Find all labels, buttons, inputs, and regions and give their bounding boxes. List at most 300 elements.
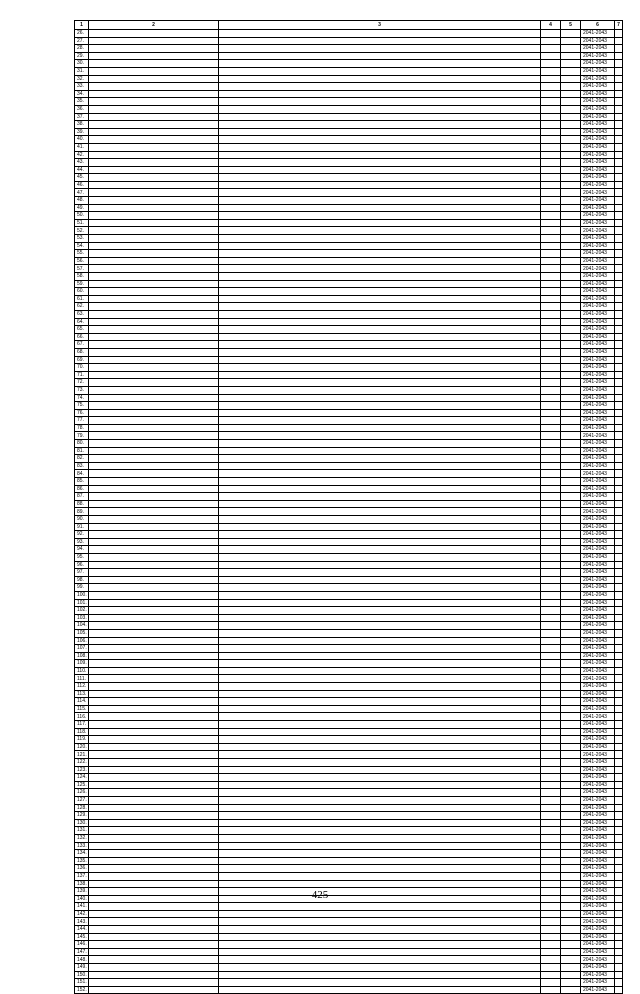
table-cell [541, 500, 561, 508]
table-cell [561, 781, 581, 789]
table-cell: 2041-2043 [581, 242, 615, 250]
table-cell [541, 341, 561, 349]
table-cell [541, 766, 561, 774]
table-cell [541, 242, 561, 250]
table-cell [561, 645, 581, 653]
table-cell [219, 159, 541, 167]
table-cell [219, 553, 541, 561]
table-cell [89, 964, 219, 972]
table-cell [615, 941, 623, 949]
table-cell: 73. [75, 386, 89, 394]
table-row [75, 766, 623, 774]
table-cell [561, 546, 581, 554]
table-cell [615, 614, 623, 622]
table-cell: 125. [75, 781, 89, 789]
table-cell: 63. [75, 310, 89, 318]
table-cell [89, 538, 219, 546]
table-cell [615, 591, 623, 599]
table-cell: 2041-2043 [581, 964, 615, 972]
table-cell [89, 705, 219, 713]
table-cell [615, 743, 623, 751]
table-cell: 40. [75, 136, 89, 144]
table-cell [219, 956, 541, 964]
table-cell [89, 781, 219, 789]
table-cell [561, 60, 581, 68]
table-row [75, 470, 623, 478]
table-cell [615, 409, 623, 417]
table-cell [561, 52, 581, 60]
table-cell [219, 333, 541, 341]
table-cell [89, 151, 219, 159]
table-row [75, 683, 623, 691]
table-cell [219, 30, 541, 38]
table-cell [615, 910, 623, 918]
table-cell [219, 394, 541, 402]
table-cell: 140. [75, 895, 89, 903]
table-cell [615, 842, 623, 850]
table-cell [219, 751, 541, 759]
table-cell [541, 918, 561, 926]
table-row [75, 500, 623, 508]
table-cell [89, 910, 219, 918]
table-row [75, 341, 623, 349]
table-cell [541, 865, 561, 873]
table-row [75, 857, 623, 865]
table-cell [615, 348, 623, 356]
table-cell [541, 470, 561, 478]
table-row [75, 227, 623, 235]
table-cell [561, 197, 581, 205]
table-cell: 2041-2043 [581, 591, 615, 599]
table-row [75, 83, 623, 91]
table-cell: 2041-2043 [581, 516, 615, 524]
table-cell: 97. [75, 569, 89, 577]
table-cell [541, 432, 561, 440]
table-cell [541, 948, 561, 956]
table-cell [561, 880, 581, 888]
table-cell [89, 386, 219, 394]
table-cell [219, 576, 541, 584]
document-sheet [74, 20, 622, 994]
table-cell: 142. [75, 910, 89, 918]
table-cell [541, 371, 561, 379]
table-cell [219, 257, 541, 265]
table-cell [561, 417, 581, 425]
table-cell [541, 667, 561, 675]
table-cell: 146. [75, 941, 89, 949]
table-cell [89, 531, 219, 539]
table-cell: 82. [75, 455, 89, 463]
table-cell [561, 683, 581, 691]
table-cell [89, 508, 219, 516]
table-cell: 2041-2043 [581, 728, 615, 736]
table-cell [89, 105, 219, 113]
table-cell: 2041-2043 [581, 865, 615, 873]
table-cell [219, 584, 541, 592]
table-cell [89, 364, 219, 372]
table-cell [615, 781, 623, 789]
table-cell [541, 819, 561, 827]
table-row [75, 318, 623, 326]
table-row [75, 569, 623, 577]
table-cell [541, 599, 561, 607]
table-cell [561, 690, 581, 698]
table-cell [89, 333, 219, 341]
table-cell [561, 265, 581, 273]
table-cell [89, 371, 219, 379]
table-cell [561, 394, 581, 402]
table-cell [561, 424, 581, 432]
table-cell: 62. [75, 303, 89, 311]
table-cell: 151. [75, 979, 89, 987]
table-cell [615, 660, 623, 668]
table-cell [615, 432, 623, 440]
table-cell: 2041-2043 [581, 553, 615, 561]
table-cell [219, 607, 541, 615]
table-cell: 121. [75, 751, 89, 759]
table-row [75, 538, 623, 546]
table-cell [561, 721, 581, 729]
table-cell [89, 553, 219, 561]
table-cell [615, 979, 623, 987]
table-cell [561, 926, 581, 934]
table-cell [561, 759, 581, 767]
table-cell [615, 500, 623, 508]
table-cell [219, 204, 541, 212]
table-row [75, 865, 623, 873]
table-cell: 2041-2043 [581, 933, 615, 941]
table-row [75, 432, 623, 440]
table-row [75, 75, 623, 83]
table-cell [219, 280, 541, 288]
table-cell [561, 842, 581, 850]
table-cell: 2041-2043 [581, 288, 615, 296]
table-cell [561, 508, 581, 516]
table-cell: 129. [75, 812, 89, 820]
table-cell [615, 804, 623, 812]
table-row [75, 743, 623, 751]
table-cell: 117. [75, 721, 89, 729]
table-cell [561, 971, 581, 979]
table-cell [219, 417, 541, 425]
table-cell [615, 371, 623, 379]
table-row [75, 189, 623, 197]
table-cell [541, 857, 561, 865]
table-cell [89, 918, 219, 926]
table-cell: 2041-2043 [581, 736, 615, 744]
table-cell [89, 326, 219, 334]
table-cell [541, 174, 561, 182]
table-cell [615, 83, 623, 91]
table-cell [219, 341, 541, 349]
table-cell [541, 136, 561, 144]
table-cell [615, 250, 623, 258]
table-row [75, 834, 623, 842]
table-row [75, 607, 623, 615]
table-cell [89, 280, 219, 288]
table-cell: 152. [75, 986, 89, 994]
table-cell [219, 364, 541, 372]
table-cell: 101. [75, 599, 89, 607]
table-cell: 2041-2043 [581, 918, 615, 926]
table-cell [541, 584, 561, 592]
table-cell [561, 288, 581, 296]
table-row [75, 455, 623, 463]
table-cell [541, 508, 561, 516]
table-cell [89, 143, 219, 151]
table-cell [615, 128, 623, 136]
table-cell [615, 470, 623, 478]
table-cell [541, 235, 561, 243]
table-cell [561, 250, 581, 258]
table-cell [219, 523, 541, 531]
table-cell [615, 402, 623, 410]
table-row [75, 964, 623, 972]
table-cell: 104. [75, 622, 89, 630]
table-cell [615, 235, 623, 243]
table-cell [541, 166, 561, 174]
table-row [75, 310, 623, 318]
table-cell [615, 440, 623, 448]
table-cell [615, 736, 623, 744]
table-cell [89, 721, 219, 729]
table-row [75, 736, 623, 744]
table-row [75, 614, 623, 622]
table-cell: 34. [75, 90, 89, 98]
table-row [75, 652, 623, 660]
table-row [75, 789, 623, 797]
table-cell [615, 683, 623, 691]
table-row [75, 67, 623, 75]
table-cell [219, 736, 541, 744]
table-cell [219, 819, 541, 827]
table-cell [541, 781, 561, 789]
table-row [75, 348, 623, 356]
table-cell [615, 827, 623, 835]
table-cell [541, 462, 561, 470]
table-cell [561, 303, 581, 311]
table-cell [219, 424, 541, 432]
table-cell [561, 986, 581, 994]
table-cell: 150. [75, 971, 89, 979]
table-cell: 2041-2043 [581, 174, 615, 182]
table-cell: 56. [75, 257, 89, 265]
table-cell: 2041-2043 [581, 333, 615, 341]
table-cell [615, 865, 623, 873]
table-cell [219, 37, 541, 45]
table-cell [615, 538, 623, 546]
table-cell [89, 52, 219, 60]
table-cell [219, 834, 541, 842]
table-cell [89, 956, 219, 964]
table-cell [541, 926, 561, 934]
table-cell: 98. [75, 576, 89, 584]
table-cell [615, 288, 623, 296]
table-cell: 2041-2043 [581, 364, 615, 372]
table-row [75, 212, 623, 220]
table-cell [541, 227, 561, 235]
table-cell [561, 713, 581, 721]
table-row [75, 880, 623, 888]
table-row [75, 250, 623, 258]
table-cell: 2041-2043 [581, 508, 615, 516]
table-cell [561, 67, 581, 75]
table-cell [219, 197, 541, 205]
table-cell [541, 553, 561, 561]
table-cell [219, 462, 541, 470]
table-cell: 90. [75, 516, 89, 524]
table-cell [561, 941, 581, 949]
table-cell [561, 189, 581, 197]
table-cell [561, 538, 581, 546]
table-cell [89, 561, 219, 569]
table-cell: 123. [75, 766, 89, 774]
table-cell [219, 979, 541, 987]
table-cell [219, 265, 541, 273]
table-cell [615, 690, 623, 698]
table-cell: 131. [75, 827, 89, 835]
table-cell [219, 774, 541, 782]
table-cell [219, 743, 541, 751]
column-header: 6 [581, 21, 615, 30]
table-row [75, 128, 623, 136]
table-cell [615, 485, 623, 493]
table-cell [89, 136, 219, 144]
table-body [75, 30, 623, 994]
table-cell [615, 561, 623, 569]
table-cell [561, 872, 581, 880]
table-cell: 2041-2043 [581, 273, 615, 281]
table-cell [561, 364, 581, 372]
table-cell: 31. [75, 67, 89, 75]
table-cell [89, 478, 219, 486]
table-cell [615, 273, 623, 281]
table-cell [615, 493, 623, 501]
table-cell [561, 90, 581, 98]
table-row [75, 819, 623, 827]
table-cell [615, 75, 623, 83]
table-cell: 54. [75, 242, 89, 250]
table-cell: 68. [75, 348, 89, 356]
table-cell [561, 622, 581, 630]
table-cell [561, 652, 581, 660]
table-row [75, 197, 623, 205]
table-cell: 111. [75, 675, 89, 683]
table-cell: 2041-2043 [581, 440, 615, 448]
table-cell: 86. [75, 485, 89, 493]
table-cell: 2041-2043 [581, 796, 615, 804]
table-cell: 2041-2043 [581, 45, 615, 53]
table-cell: 64. [75, 318, 89, 326]
table-cell: 78. [75, 424, 89, 432]
table-cell: 66. [75, 333, 89, 341]
table-cell: 138. [75, 880, 89, 888]
table-cell [561, 675, 581, 683]
table-cell [615, 280, 623, 288]
table-row [75, 447, 623, 455]
table-cell [561, 151, 581, 159]
table-cell [89, 288, 219, 296]
table-cell [615, 265, 623, 273]
table-row [75, 926, 623, 934]
table-cell [89, 645, 219, 653]
table-cell [615, 698, 623, 706]
table-cell [541, 288, 561, 296]
table-cell [615, 834, 623, 842]
table-cell [89, 470, 219, 478]
table-cell [541, 721, 561, 729]
table-cell [541, 736, 561, 744]
table-cell [219, 212, 541, 220]
table-cell [615, 789, 623, 797]
table-cell [615, 174, 623, 182]
table-cell [561, 273, 581, 281]
table-cell: 2041-2043 [581, 379, 615, 387]
table-cell [615, 721, 623, 729]
table-row [75, 394, 623, 402]
table-cell [89, 265, 219, 273]
table-cell: 107. [75, 645, 89, 653]
table-cell: 91. [75, 523, 89, 531]
table-cell [219, 964, 541, 972]
table-cell [541, 257, 561, 265]
table-cell [89, 440, 219, 448]
table-cell [219, 516, 541, 524]
table-cell [541, 204, 561, 212]
table-cell [615, 728, 623, 736]
table-cell [541, 774, 561, 782]
table-cell [541, 751, 561, 759]
table-cell [89, 341, 219, 349]
table-row [75, 273, 623, 281]
table-cell [541, 83, 561, 91]
table-cell [541, 295, 561, 303]
table-cell: 2041-2043 [581, 257, 615, 265]
table-cell: 45. [75, 174, 89, 182]
table-cell [541, 409, 561, 417]
table-cell [541, 827, 561, 835]
table-cell: 2041-2043 [581, 303, 615, 311]
table-cell [541, 645, 561, 653]
table-row [75, 265, 623, 273]
table-cell [89, 827, 219, 835]
table-cell: 2041-2043 [581, 143, 615, 151]
table-cell: 2041-2043 [581, 75, 615, 83]
table-cell [541, 326, 561, 334]
table-cell [541, 956, 561, 964]
table-cell [541, 333, 561, 341]
table-row [75, 98, 623, 106]
table-cell [541, 273, 561, 281]
table-row [75, 379, 623, 387]
table-cell [541, 348, 561, 356]
table-row [75, 280, 623, 288]
table-cell [89, 629, 219, 637]
table-cell: 2041-2043 [581, 774, 615, 782]
table-row [75, 409, 623, 417]
table-cell [89, 667, 219, 675]
table-cell: 2041-2043 [581, 417, 615, 425]
table-cell: 2041-2043 [581, 629, 615, 637]
table-cell [561, 819, 581, 827]
table-row [75, 242, 623, 250]
table-cell [561, 121, 581, 129]
table-cell [541, 159, 561, 167]
table-cell [561, 736, 581, 744]
table-cell [219, 409, 541, 417]
table-cell [219, 645, 541, 653]
table-cell [219, 971, 541, 979]
